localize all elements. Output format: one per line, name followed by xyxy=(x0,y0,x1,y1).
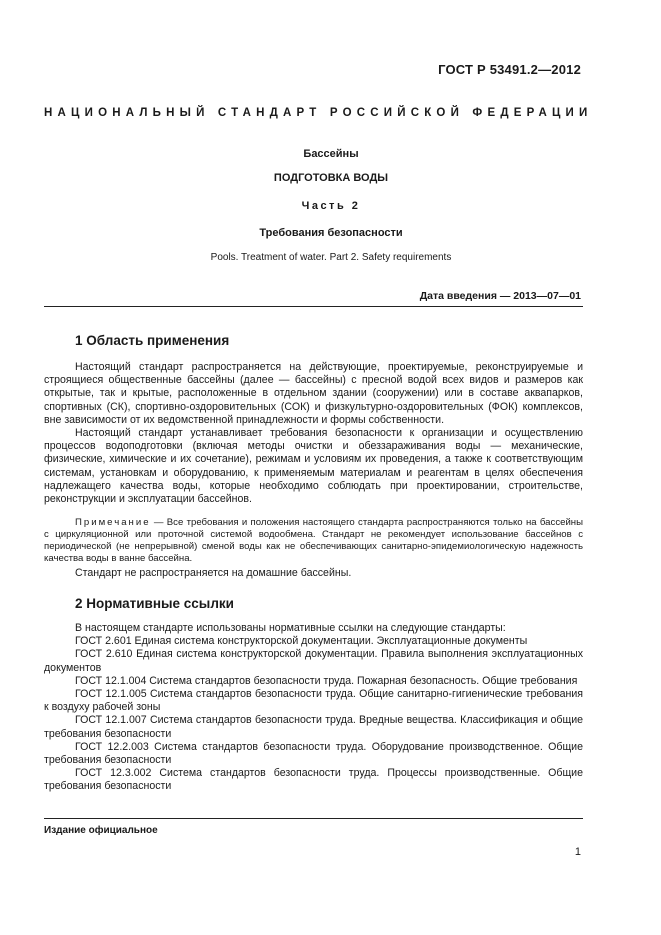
divider-bottom xyxy=(44,818,583,819)
section-1-paragraph-1 xyxy=(44,361,583,427)
introduction-date: Дата введения — 2013—07—01 xyxy=(419,290,581,302)
section-2-title: 2 Нормативные ссылки xyxy=(75,596,234,611)
title-safety-requirements: Требования безопасности xyxy=(259,227,403,239)
section-1-paragraph-2 xyxy=(44,427,583,506)
section-2-references xyxy=(44,622,583,794)
note-text: — Все требования и положения настоящего стандарта распространяются только на бассейны с циркуляционной или проточной системой водообмена. Стандарт не рекомендует использование бассейнов с периодической (не непрерывной) сменой воды как не обеспечивающих санитарно-эпидемиологическую надежность качества воды в ванне бассейна. xyxy=(44,517,583,564)
reference-item: ГОСТ 2.610 Единая система конструкторской документации. Правила выполнения эксплуатационных документов xyxy=(44,648,583,674)
reference-item: ГОСТ 12.1.004 Система стандартов безопасности труда. Пожарная безопасность. Общие требования xyxy=(75,674,578,687)
title-water-treatment: ПОДГОТОВКА ВОДЫ xyxy=(273,172,389,184)
national-standard-title: НАЦИОНАЛЬНЫЙ СТАНДАРТ РОССИЙСКОЙ ФЕДЕРАЦИИ xyxy=(44,107,593,119)
divider-top xyxy=(44,306,583,307)
title-part: Часть 2 xyxy=(301,200,361,212)
reference-item: ГОСТ 12.2.003 Система стандартов безопасности труда. Оборудование производственное. Общие требования безопасности xyxy=(44,740,583,767)
references-intro: В настоящем стандарте использованы нормативные ссылки на следующие стандарты: xyxy=(75,622,506,634)
reference-item: ГОСТ 2.601 Единая система конструкторской документации. Эксплуатационные документы xyxy=(75,635,528,648)
reference-item: ГОСТ 12.1.005 Система стандартов безопасности труда. Общие санитарно-гигиенические требования к воздуху рабочей зоны xyxy=(44,688,583,714)
reference-item: ГОСТ 12.3.002 Система стандартов безопасности труда. Процессы производственные. Общие требования безопасности xyxy=(44,767,583,793)
title-english: Pools. Treatment of water. Part 2. Safety requirements xyxy=(210,252,452,263)
paragraph-text: Стандарт не распространяется на домашние бассейны. xyxy=(75,567,352,579)
document-number: ГОСТ Р 53491.2—2012 xyxy=(438,62,581,77)
section-1-note xyxy=(44,517,583,565)
reference-item: ГОСТ 12.1.007 Система стандартов безопасности труда. Вредные вещества. Классификация и общие требования безопасности xyxy=(44,714,583,740)
note-label: Примечание xyxy=(75,517,151,528)
paragraph-text: Настоящий стандарт распространяется на действующие, проектируемые, реконструируемые и строящиеся общественные бассейны (далее — бассейны) с пресной водой всех видов и размеров как открытые, так и крытые, расположенные в отдельном здании (сооружении) или в составе аквапарков, спортивных (СК), спортивно-оздоровительных (СОК) и физкультурно-оздоровительных (ФОК) комплексов, вне зависимости от их ведомственной принадлежности и формы собственности. xyxy=(44,361,583,426)
section-1-paragraph-3 xyxy=(44,567,583,580)
section-1-title: 1 Область применения xyxy=(75,333,230,348)
page-number: 1 xyxy=(574,846,581,858)
official-edition-label: Издание официальное xyxy=(44,825,158,836)
paragraph-text: Настоящий стандарт устанавливает требования безопасности к организации и осуществлению процессов водоподготовки (включая методы очистки и обеззараживания воды — механические, физические, химические и их сочетание), режимам и условиям их проведения, а также к соответствующим системам, установкам и оборудованию, к применяемым материалам и реагентам в целях обеспечения надлежащего качества воды, которые необходимо соблюдать при проектировании, строительстве, реконструкции и эксплуатации бассейнов. xyxy=(44,427,583,506)
title-pools: Бассейны xyxy=(303,148,359,160)
